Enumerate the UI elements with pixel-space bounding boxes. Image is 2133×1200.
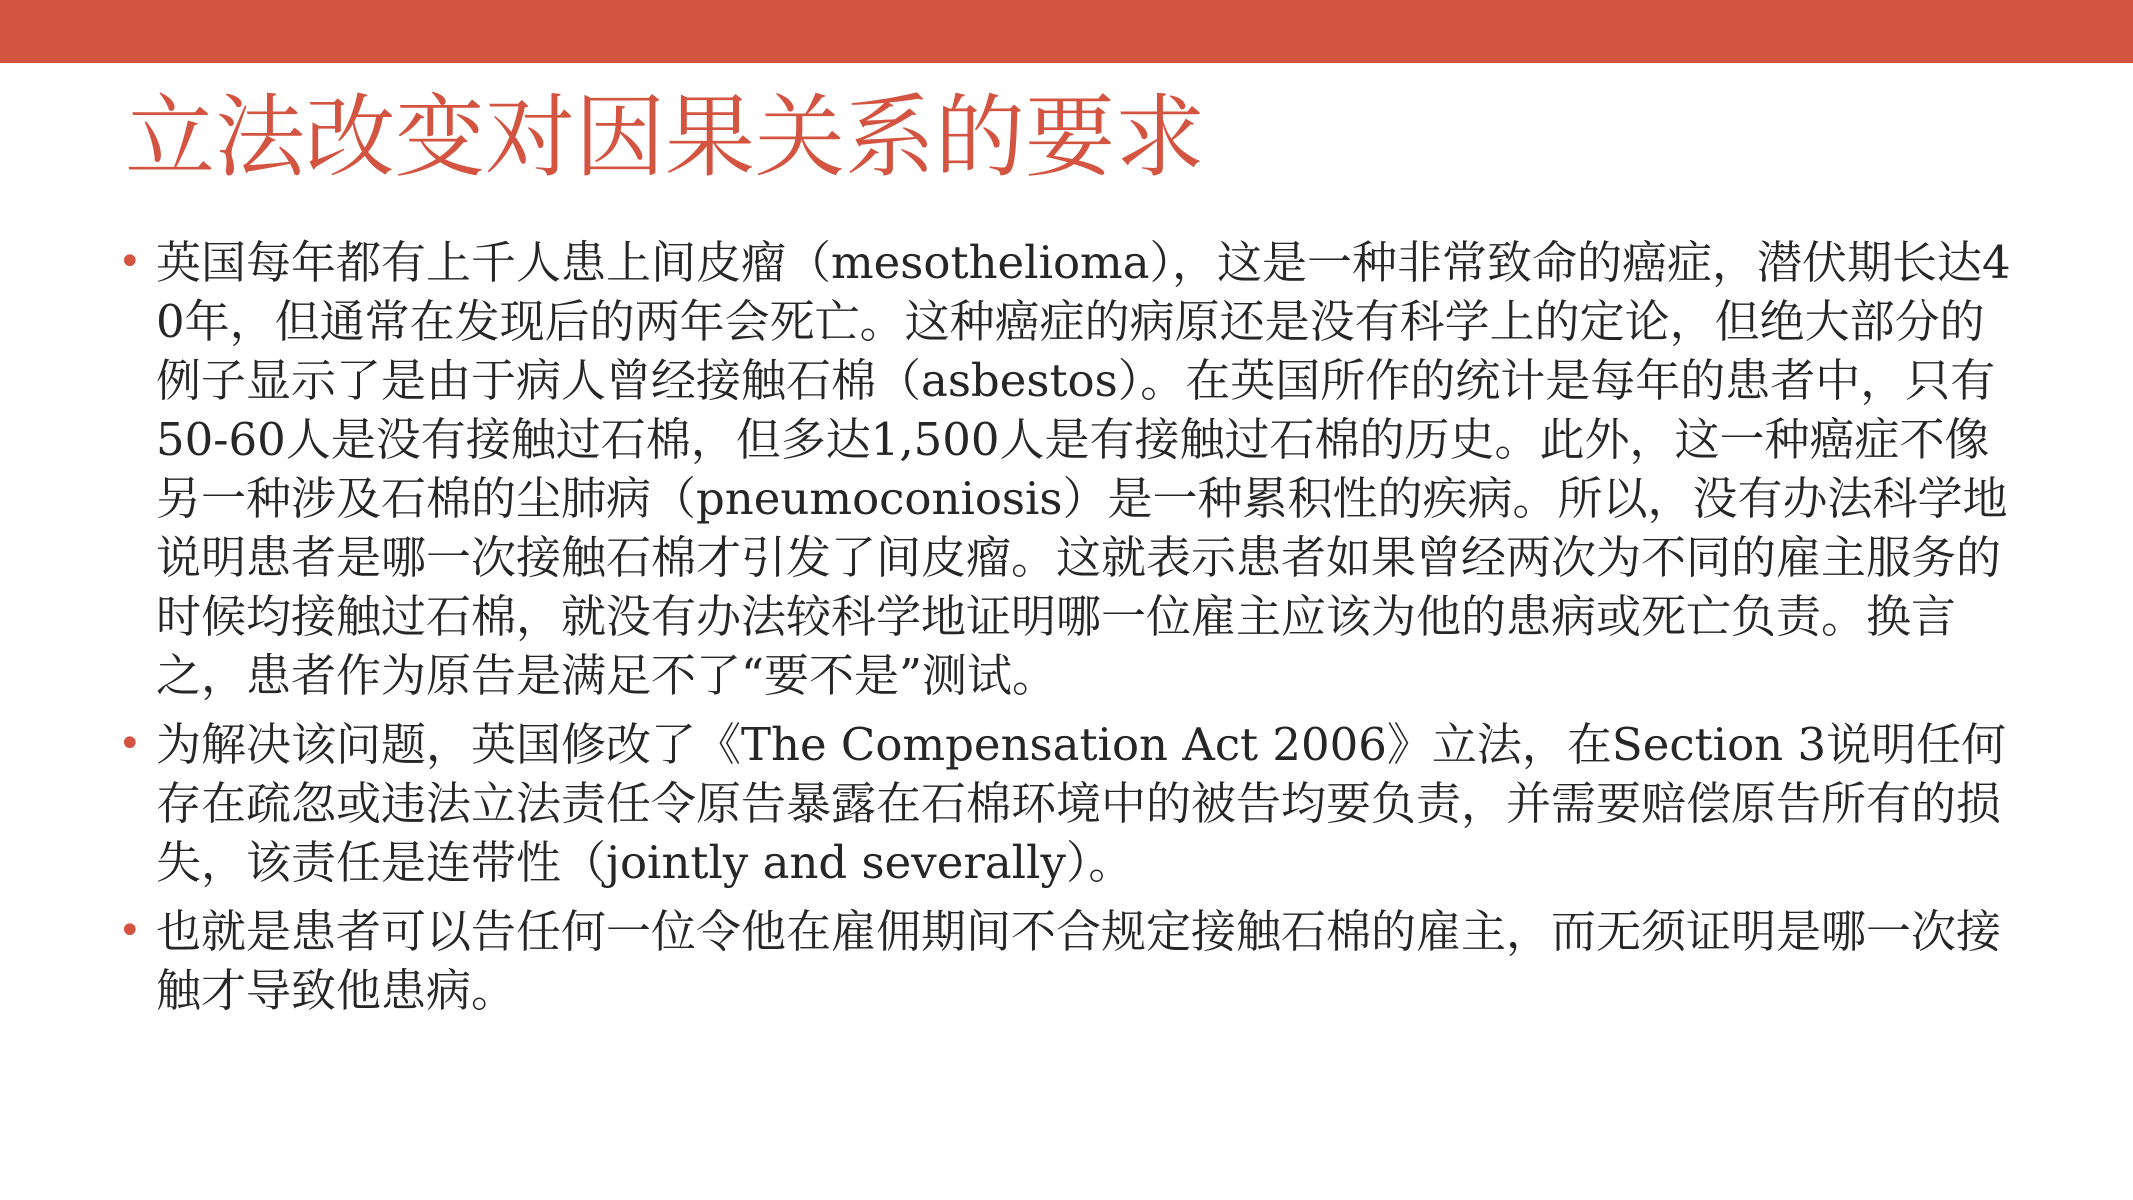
top-accent-bar [0, 0, 2133, 63]
bullet-item-1 [118, 233, 2018, 705]
bullet-list [118, 233, 2018, 1030]
bullet-item-3 [118, 902, 2018, 1020]
bullet-text: 也就是患者可以告任何一位令他在雇佣期间不合规定接触石棉的雇主，而无须证明是哪一次接触才导致他患病。 [156, 905, 2002, 1017]
bullet-icon: • [118, 908, 142, 954]
bullet-item-2 [118, 715, 2018, 892]
bullet-icon: • [118, 721, 142, 767]
bullet-text: 为解决该问题，英国修改了《The Compensation Act 2006》立法，在Section 3说明任何存在疏忽或违法立法责任令原告暴露在石棉环境中的被告均要负责，并需要赔偿原告所有的损失，该责任是连带性（jointly and severally）。 [156, 718, 2007, 889]
slide-title: 立法改变对因果关系的要求 [125, 85, 1205, 190]
bullet-icon: • [118, 239, 142, 285]
bullet-text: 英国每年都有上千人患上间皮瘤（mesothelioma），这是一种非常致命的癌症，潜伏期长达40年，但通常在发现后的两年会死亡。这种癌症的病原还是没有科学上的定论，但绝大部分的例子显示了是由于病人曾经接触石棉（asbestos）。在英国所作的统计是每年的患者中，只有50-60人是没有接触过石棉，但多达1,500人是有接触过石棉的历史。此外，这一种癌症不像另一种涉及石棉的尘肺病（pneumoconiosis）是一种累积性的疾病。所以，没有办法科学地说明患者是哪一次接触石棉才引发了间皮瘤。这就表示患者如果曾经两次为不同的雇主服务的时候均接触过石棉，就没有办法较科学地证明哪一位雇主应该为他的患病或死亡负责。换言之，患者作为原告是满足不了“要不是”测试。 [156, 236, 2011, 702]
